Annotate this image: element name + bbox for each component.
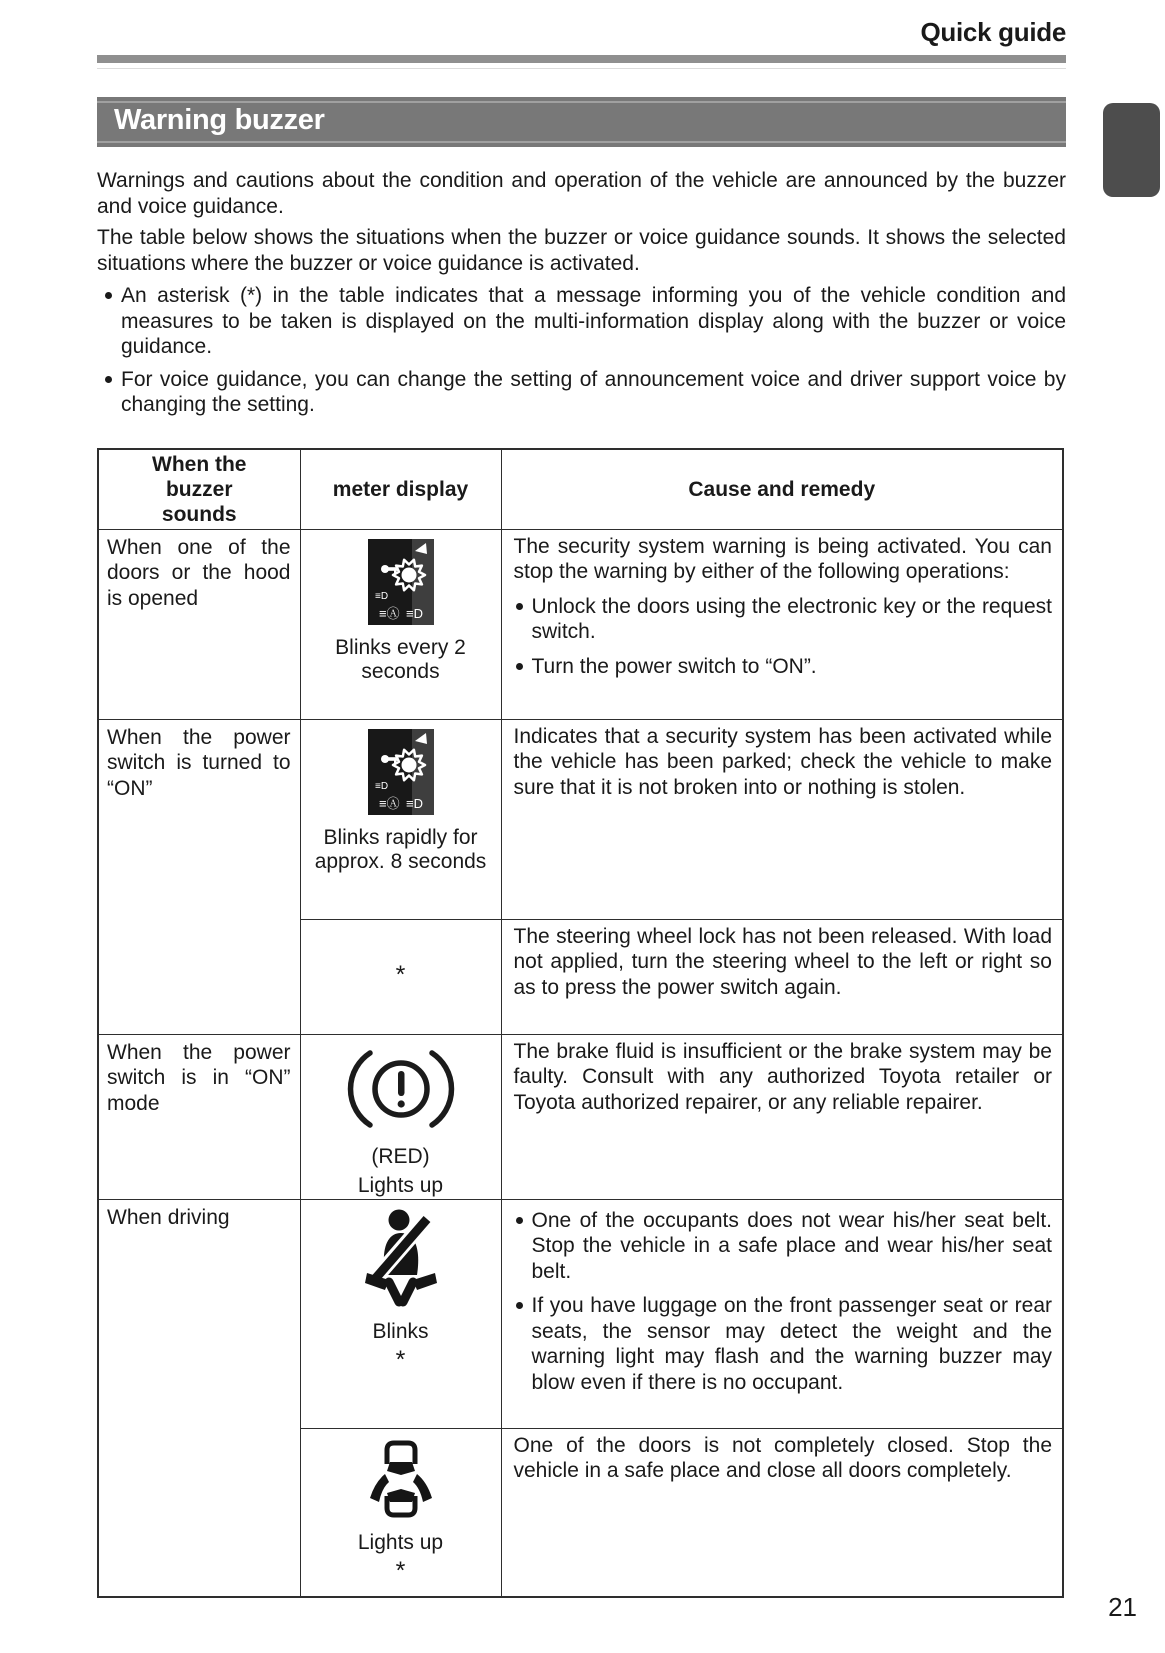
intro-block — [97, 168, 1066, 418]
warning-buzzer-table — [97, 448, 1064, 1599]
meter-cell — [300, 1428, 501, 1597]
svg-text:≡D: ≡D — [374, 590, 388, 602]
svg-text:≡Ⓐ: ≡Ⓐ — [378, 795, 400, 811]
header-rule — [97, 55, 1066, 63]
chapter-index-tab — [1103, 103, 1160, 197]
intro-bullet — [97, 367, 1066, 418]
cause-cell: The brake fluid is insufficient or the brake system may be faulty. Consult with any authorized Toyota retailer or Toyota authorized repairer, or any reliable repairer. — [501, 1034, 1063, 1199]
cause-bullet-text: Unlock the doors using the electronic key or the request switch. — [531, 594, 1052, 643]
header-rule-thin — [97, 68, 1066, 69]
when-cell: When one of the doors or the hood is opened — [98, 529, 300, 719]
cause-bullet — [514, 594, 1053, 645]
cause-cell: The steering wheel lock has not been released. With load not applied, turn the steering wheel to the left or right so as to press the power switch again. — [501, 919, 1063, 1034]
intro-paragraph: Warnings and cautions about the condition and operation of the vehicle are announced by the buzzer and voice guidance. — [97, 169, 1066, 218]
cause-text: The security system warning is being activated. You can stop the warning by either of the following operations: — [513, 534, 1052, 583]
cause-cell: One of the doors is not completely closed. Stop the vehicle in a safe place and close all doors completely. — [501, 1428, 1063, 1597]
cause-cell — [501, 529, 1063, 719]
security-indicator-icon — [368, 729, 434, 821]
svg-text:≡D: ≡D — [405, 795, 423, 811]
meter-caption: Blinks — [372, 1319, 429, 1343]
section-title: Warning buzzer — [97, 101, 1066, 143]
meter-caption: Blinks every 2 seconds — [335, 635, 466, 683]
bullet-dot — [516, 603, 523, 610]
meter-caption: Blinks rapidly for approx. 8 seconds — [314, 825, 487, 873]
cause-bullet — [514, 1293, 1053, 1395]
seat-belt-reminder-icon — [363, 1209, 439, 1315]
svg-text:≡Ⓐ: ≡Ⓐ — [378, 605, 400, 621]
asterisk-marker: * — [395, 960, 406, 989]
running-header-title: Quick guide — [920, 17, 1066, 47]
column-header-when: When the buzzer sounds — [98, 449, 300, 530]
cause-cell — [501, 1199, 1063, 1428]
brake-warning-icon — [343, 1044, 459, 1140]
cause-bullet-text: If you have luggage on the front passenger seat or rear seats, the sensor may detect the weight and the warning light may flash and the warning buzzer may blow even if there is no occupant. — [531, 1294, 1052, 1394]
bullet-dot — [516, 1217, 523, 1224]
column-header-meter-display: meter display — [300, 449, 501, 530]
meter-color-note: (RED) — [371, 1144, 430, 1168]
meter-cell — [300, 1034, 501, 1199]
section-title-bar — [97, 97, 1066, 147]
manual-page-content — [97, 0, 1066, 1598]
meter-cell — [300, 919, 501, 1034]
page-number: 21 — [1108, 1592, 1137, 1622]
bullet-dot — [516, 663, 523, 670]
table-row — [98, 719, 1063, 919]
intro-bullet-text: For voice guidance, you can change the setting of announcement voice and driver support voice by changing the setting. — [121, 367, 1066, 416]
cause-bullet-text: One of the occupants does not wear his/her seat belt. Stop the vehicle in a safe place and wear his/her seat belt. — [531, 1208, 1052, 1283]
when-cell: When the power switch is in “ON” mode — [98, 1034, 300, 1199]
security-indicator-icon — [368, 539, 434, 631]
cause-cell: Indicates that a security system has been activated while the vehicle has been parked; check the vehicle to make sure that it is not broken into or nothing is stolen. — [501, 719, 1063, 919]
table-row — [98, 529, 1063, 719]
asterisk-marker: * — [395, 1556, 406, 1585]
intro-bullet — [97, 283, 1066, 360]
intro-bullet-text: An asterisk (*) in the table indicates that a message informing you of the vehicle condition and measures to be taken is displayed on the multi-information display along with the buzzer or voice guidance. — [121, 284, 1066, 358]
cause-bullet — [514, 654, 1053, 680]
asterisk-marker: * — [395, 1345, 406, 1374]
meter-cell — [300, 529, 501, 719]
svg-text:≡D: ≡D — [374, 780, 388, 792]
column-header-cause-remedy: Cause and remedy — [501, 449, 1063, 530]
table-header-row — [98, 449, 1063, 530]
bullet-dot — [105, 292, 112, 299]
table-row — [98, 1199, 1063, 1428]
cause-bullet-text: Turn the power switch to “ON”. — [531, 654, 817, 678]
meter-caption: Lights up — [357, 1530, 444, 1554]
when-cell: When the power switch is turned to “ON” — [98, 719, 300, 1034]
bullet-dot — [516, 1302, 523, 1309]
intro-paragraph: The table below shows the situations when the buzzer or voice guidance sounds. It shows the selected situations where the buzzer or voice guidance is activated. — [97, 226, 1066, 275]
svg-text:≡D: ≡D — [405, 605, 423, 621]
bullet-dot — [105, 376, 112, 383]
meter-caption: Lights up — [357, 1173, 444, 1197]
door-open-icon — [365, 1438, 437, 1526]
cause-bullet — [514, 1208, 1053, 1285]
when-cell: When driving — [98, 1199, 300, 1597]
meter-cell — [300, 1199, 501, 1428]
table-row — [98, 1034, 1063, 1199]
meter-cell — [300, 719, 501, 919]
